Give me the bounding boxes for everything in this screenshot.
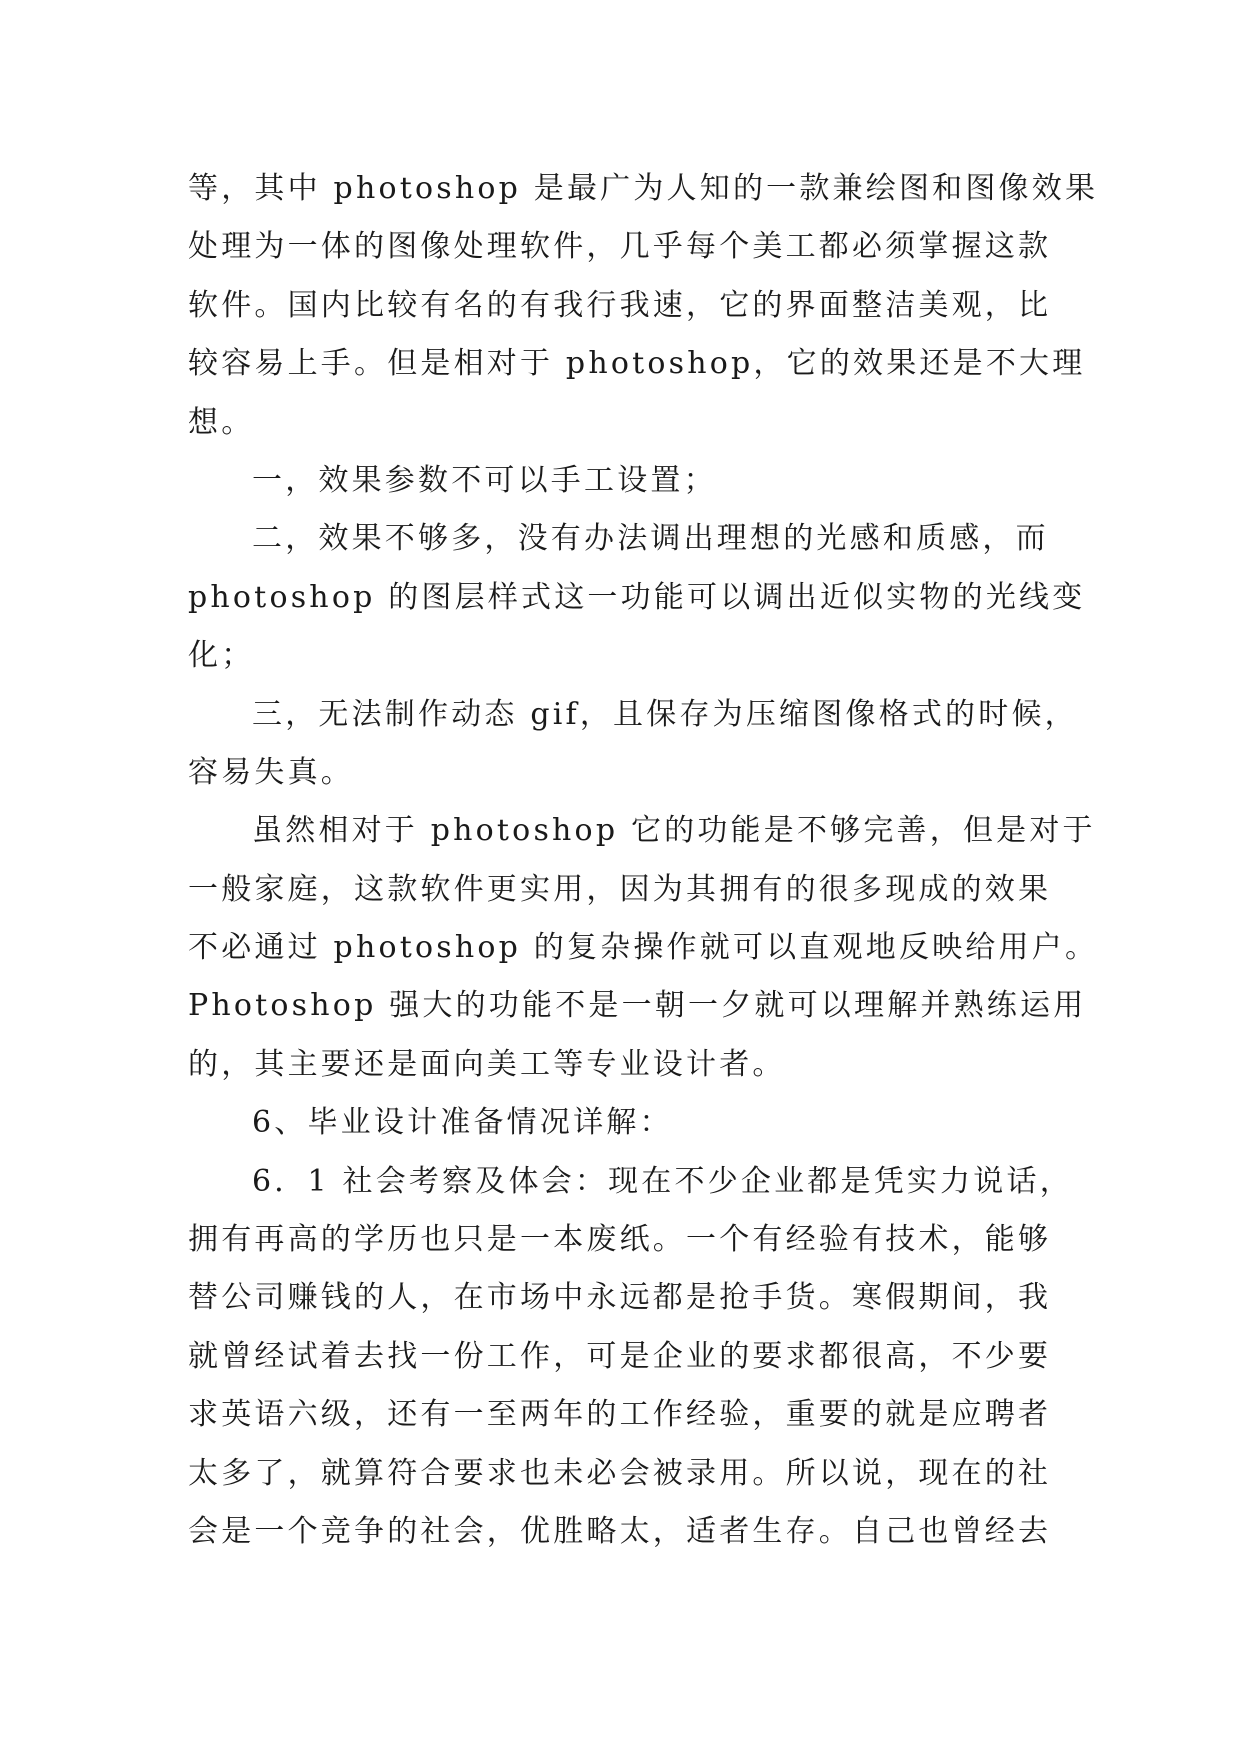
text-line: 的，其主要还是面向美工等专业设计者。 [188, 1046, 786, 1082]
text-line: 一般家庭，这款软件更实用，因为其拥有的很多现成的效果 [188, 871, 1052, 907]
text-line: Photoshop 强大的功能不是一朝一夕就可以理解并熟练运用 [188, 988, 1087, 1024]
text-line: 软件。国内比较有名的有我行我速，它的界面整洁美观，比 [188, 287, 1052, 323]
text-line: 太多了，就算符合要求也未必会被录用。所以说，现在的社 [188, 1455, 1052, 1491]
document-body [188, 160, 1099, 1561]
text-line: 会是一个竞争的社会，优胜略太，适者生存。自己也曾经去 [188, 1513, 1052, 1549]
text-line: 三，无法制作动态 gif，且保存为压缩图像格式的时候， [252, 696, 1078, 732]
text-line: 求英语六级，还有一至两年的工作经验，重要的就是应聘者 [188, 1397, 1052, 1433]
text-line: 替公司赚钱的人，在市场中永远都是抢手货。寒假期间，我 [188, 1280, 1052, 1316]
text-line: 等，其中 photoshop 是最广为人知的一款兼绘图和图像效果 [188, 171, 1099, 206]
text-line: 6．1 社会考察及体会：现在不少企业都是凭实力说话， [252, 1163, 1073, 1199]
text-line: 一，效果参数不可以手工设置； [252, 462, 717, 498]
text-line: 不必通过 photoshop 的复杂操作就可以直观地反映给用户。 [188, 930, 1099, 966]
text-line: 较容易上手。但是相对于 photoshop，它的效果还是不大理 [188, 346, 1086, 382]
text-line: 容易失真。 [188, 754, 354, 790]
text-line: 6、毕业设计准备情况详解： [252, 1105, 673, 1141]
text-line: 虽然相对于 photoshop 它的功能是不够完善，但是对于 [252, 813, 1096, 849]
text-line: 处理为一体的图像处理软件，几乎每个美工都必须掌握这款 [188, 229, 1052, 265]
text-line: 就曾经试着去找一份工作，可是企业的要求都很高，不少要 [188, 1338, 1052, 1374]
text-line: 二，效果不够多，没有办法调出理想的光感和质感，而 [252, 521, 1049, 557]
text-line: 化； [188, 638, 255, 674]
text-line: 想。 [188, 404, 255, 440]
text-line: 拥有再高的学历也只是一本废纸。一个有经验有技术，能够 [188, 1222, 1052, 1258]
text-line: photoshop 的图层样式这一功能可以调出近似实物的光线变 [188, 579, 1086, 615]
